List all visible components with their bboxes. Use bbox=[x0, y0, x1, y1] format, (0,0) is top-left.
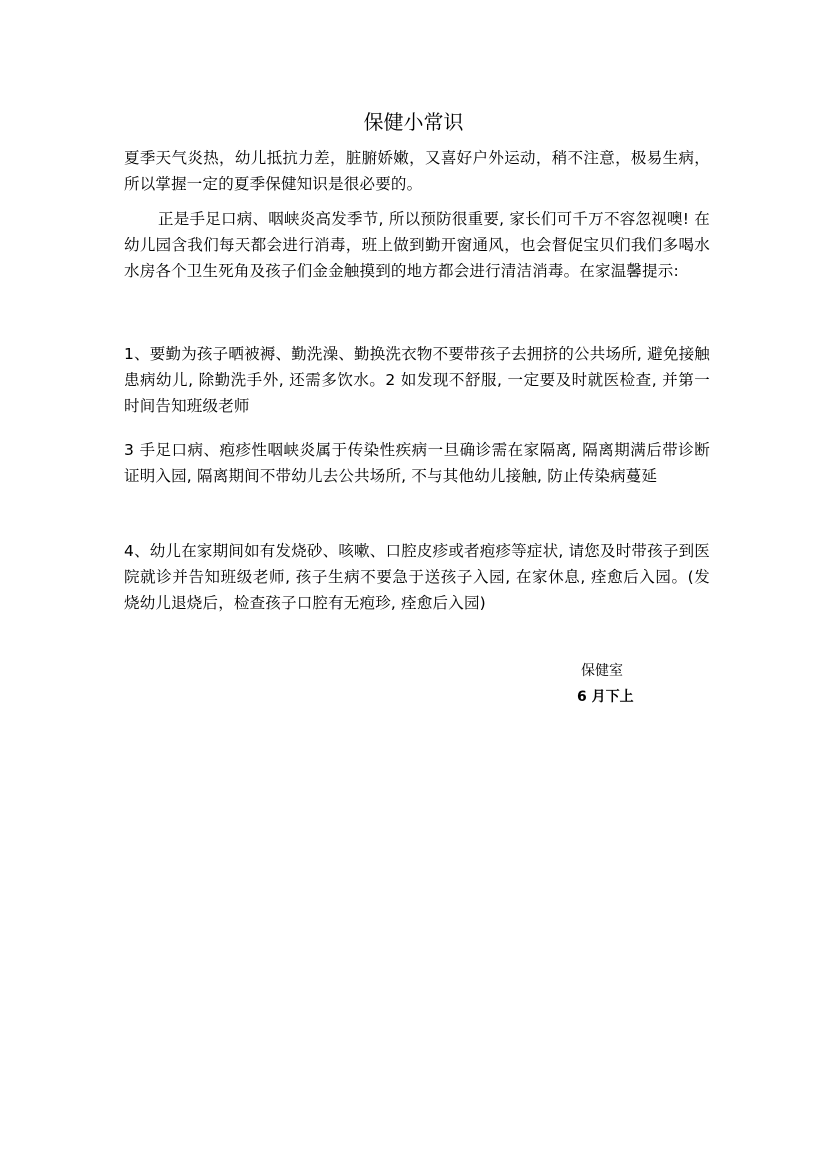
tip-item-3: 3 手足口病、疱疹性咽峡炎属于传染性疾病一旦确诊需在家隔离, 隔离期满后带诊断证明入园, 隔离期间不带幼儿去公共场所, 不与其他幼儿接触, 防止传染病蔓延 bbox=[124, 441, 710, 485]
intro-paragraph: 夏季天气炎热，幼儿抵抗力差，脏腑娇嫩，又喜好户外运动，稍不注意，极易生病，所以掌握一定的夏季保健知识是很必要的。 bbox=[124, 149, 710, 193]
page-title: 保健小常识 bbox=[363, 110, 464, 134]
tip-item-4: 4、幼儿在家期间如有发烧砂、咳嗽、口腔皮疹或者疱疹等症状, 请您及时带孩子到医院就诊并告知班级老师, 孩子生病不要急于送孩子入园, 在家休息, 痊愈后入园。(发烧幼儿退烧后，检查孩子口腔有无疱珍, 痊愈后入园) bbox=[124, 542, 710, 612]
signature: 保健室 bbox=[581, 663, 623, 679]
date-line: 6 月下上 bbox=[577, 689, 634, 705]
prevention-paragraph: 正是手足口病、咽峡炎高发季节, 所以预防很重要, 家长们可千万不容忽视噢! 在幼儿园含我们每天都会进行消毒，班上做到勤开窗通风，也会督促宝贝们我们多喝水水房各个卫生死角及孩子们金金触摸到的地方都会进行清洁消毒。在家温馨提示: bbox=[124, 210, 710, 280]
tip-item-1: 1、要勤为孩子晒被褥、勤洗澡、勤换洗衣物不要带孩子去拥挤的公共场所, 避免接触患病幼儿, 除勤洗手外, 还需多饮水。2 如发现不舒服, 一定要及时就医检查, 并第一时间告知班级老师 bbox=[124, 345, 710, 415]
